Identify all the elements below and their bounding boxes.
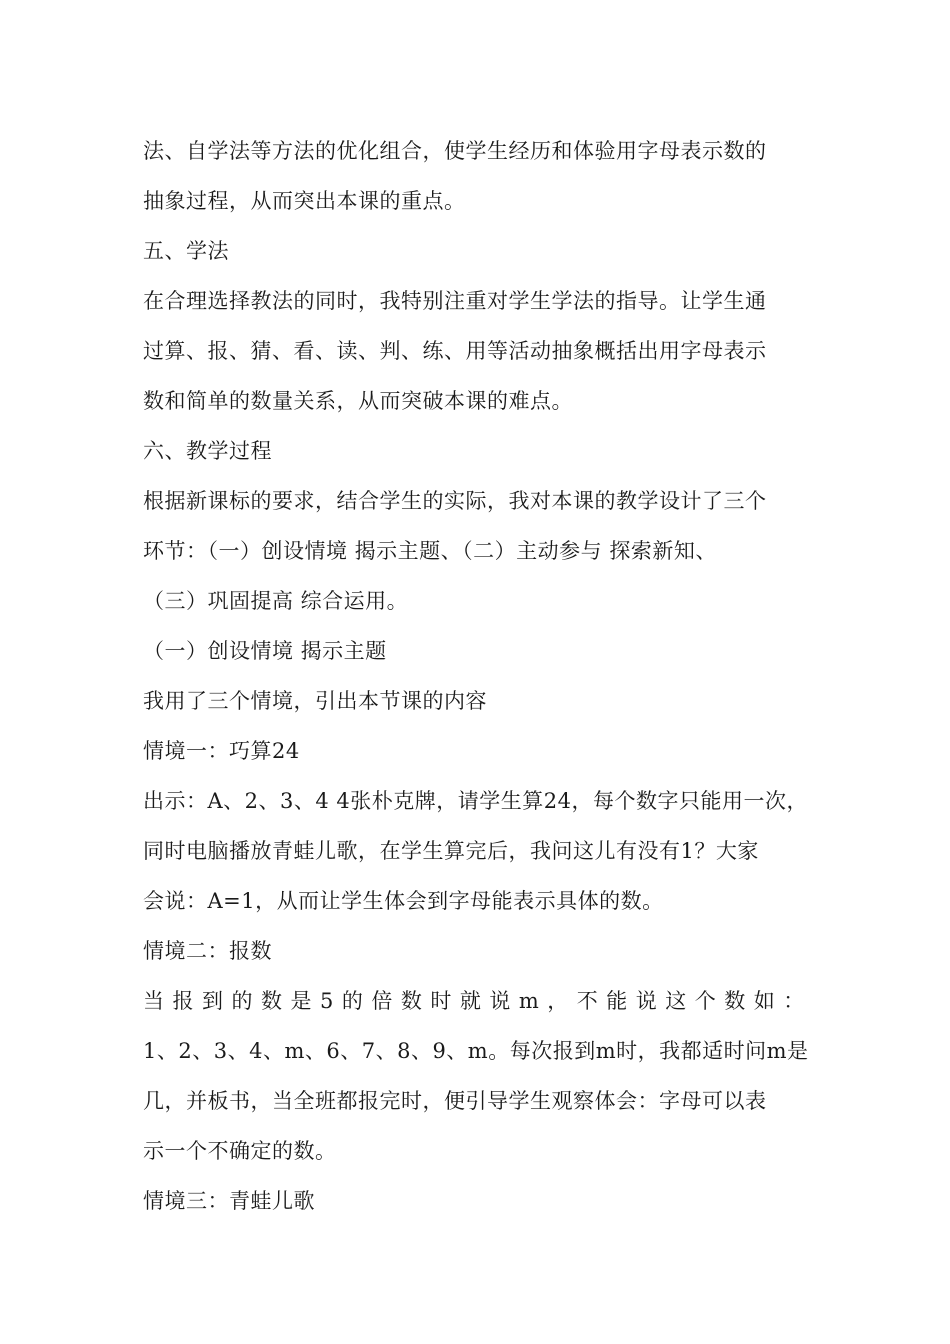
text-line-14: 出示：A、2、3、4 4张朴克牌，请学生算24，每个数字只能用一次，	[143, 789, 809, 813]
text-line-5: 过算、报、猜、看、读、判、练、用等活动抽象概括出用字母表示	[143, 339, 767, 363]
section-heading-study-method: 五、学法	[143, 239, 229, 263]
justified-char: 不	[576, 989, 599, 1013]
text-line-10: （三）巩固提高 综合运用。	[143, 589, 409, 613]
text-line-9: 环节：（一）创设情境 揭示主题、（二）主动参与 探索新知、	[143, 539, 717, 563]
justified-char: 报	[172, 989, 194, 1013]
text-line-21: 示一个不确定的数。	[143, 1139, 337, 1163]
justified-char: 个	[694, 989, 717, 1013]
justified-char: 如	[753, 989, 776, 1013]
justified-char: ，	[547, 989, 569, 1013]
justified-char: ：	[783, 989, 805, 1013]
justified-char: 能	[606, 989, 628, 1013]
justified-char: m	[518, 989, 540, 1013]
text-line-16: 会说：A=1，从而让学生体会到字母能表示具体的数。	[143, 889, 664, 913]
justified-char: 说	[635, 989, 658, 1013]
scenario-heading-1: 情境一：巧算24	[143, 739, 300, 763]
justified-char: 数	[724, 989, 746, 1013]
text-line-4: 在合理选择教法的同时，我特别注重对学生学法的指导。让学生通	[143, 289, 767, 313]
text-line-12: 我用了三个情境，引出本节课的内容	[143, 689, 487, 713]
text-line-19: 1、2、3、4、m、6、7、8、9、m。每次报到m时，我都适时问m是	[143, 1039, 809, 1063]
text-line-2: 抽象过程，从而突出本课的重点。	[143, 189, 466, 213]
justified-char: 时	[430, 989, 452, 1013]
justified-char: 倍	[371, 989, 393, 1013]
justified-char: 说	[489, 989, 511, 1013]
text-line-18-justified	[143, 987, 805, 1015]
scenario-heading-3: 情境三：青蛙儿歌	[143, 1189, 315, 1213]
scenario-heading-2: 情境二：报数	[143, 939, 272, 963]
justified-char: 就	[459, 989, 482, 1013]
justified-char: 5	[320, 989, 334, 1013]
justified-char: 到	[202, 989, 224, 1013]
justified-char: 是	[290, 989, 312, 1013]
justified-char: 的	[341, 989, 364, 1013]
justified-char: 当	[143, 989, 165, 1013]
justified-char: 数	[400, 989, 423, 1013]
text-line-1: 法、自学法等方法的优化组合，使学生经历和体验用字母表示数的	[143, 139, 767, 163]
subsection-heading-1: （一）创设情境 揭示主题	[143, 639, 387, 663]
text-line-15: 同时电脑播放青蛙儿歌，在学生算完后，我问这儿有没有1？大家	[143, 839, 759, 863]
text-line-8: 根据新课标的要求，结合学生的实际，我对本课的教学设计了三个	[143, 489, 767, 513]
text-line-20: 几，并板书，当全班都报完时，便引导学生观察体会：字母可以表	[143, 1089, 767, 1113]
text-line-6: 数和简单的数量关系，从而突破本课的难点。	[143, 389, 573, 413]
justified-char: 的	[231, 989, 253, 1013]
justified-char: 数	[261, 989, 283, 1013]
section-heading-teaching-process: 六、教学过程	[143, 439, 272, 463]
justified-char: 这	[665, 989, 687, 1013]
